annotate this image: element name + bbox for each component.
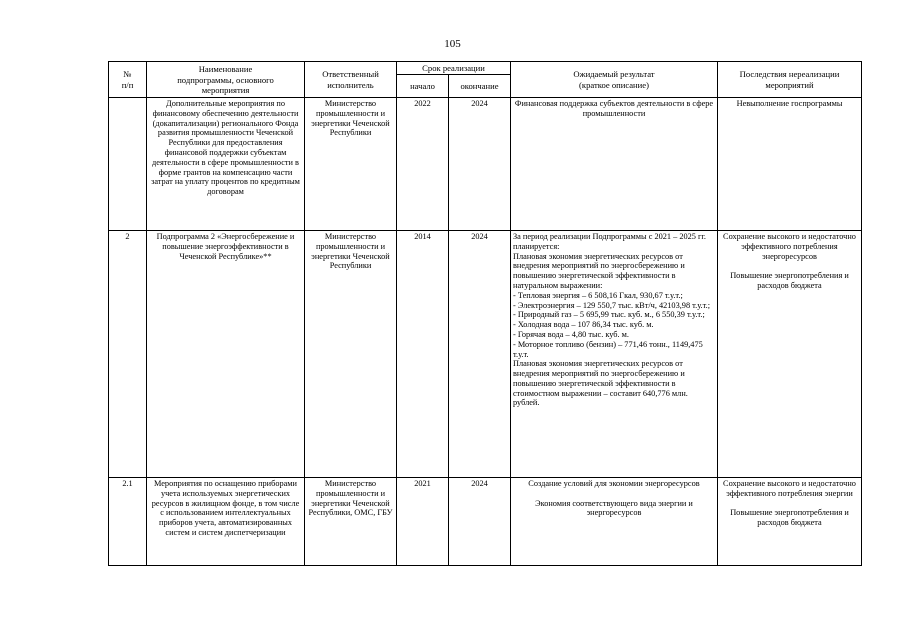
row-result: За период реализации Подпрограммы с 2021 – 2025 гг. планируется: Плановая экономия энергетических ресурсов от внедрения мероприятий по энергосбережению и повышению энергетической эффективности в натуральном выражении: - Тепловая энергия – 6 508,16 Гкал, 930,67 т.у.т.; - Электроэнергия – 129 550,7 тыс. кВт/ч, 42103,98 т.у.т.; - Природный газ – 5 695,99 тыс. куб. м., 6 550,39 т.у.т.; - Холодная вода – 107 86,34 тыс. куб. м. - Горячая вода – 4,80 тыс. куб. м. - Моторное топливо (бензин) – 771,46 тонн., 1149,475 т.у.т. Плановая экономия энергетических ресурсов от внедрения мероприятий по энергосбережению и повышению энергетической эффективности в стоимостном выражении – составит 640,776 млн. рублей. [511,231,718,478]
row-consequences: Сохранение высокого и недостаточно эффективного потребления энергии Повышение энергопотребления и расходов бюджета [718,478,862,566]
row-start: 2021 [397,478,449,566]
header-executor: Ответственный исполнитель [305,62,397,98]
row-name: Мероприятия по оснащению приборами учета используемых энергетических ресурсов в жилищном фонде, в том числе с использованием интеллектуальных приборов учета, автоматизированных систем и систем диспетчеризации [147,478,305,566]
row-executor: Министерство промышленности и энергетики Чеченской Республики, ОМС, ГБУ [305,478,397,566]
row-result: Финансовая поддержка субъектов деятельности в сфере промышленности [511,98,718,231]
header-start: начало [397,75,449,98]
measures-table [108,61,862,566]
row-name: Дополнительные мероприятия по финансовому обеспечению деятельности (докапитализации) регионального Фонда развития промышленности Чеченской Республики для предоставления финансовой поддержки субъектам деятельности в сфере промышленности в форме грантов на компенсацию части затрат на уплату процентов по кредитным договорам [147,98,305,231]
row-consequences: Сохранение высокого и недостаточно эффективного потребления энергоресурсов Повышение энергопотребления и расходов бюджета [718,231,862,478]
row-end: 2024 [449,231,511,478]
header-name: Наименование подпрограммы, основного мероприятия [147,62,305,98]
row-executor: Министерство промышленности и энергетики Чеченской Республики [305,98,397,231]
table-row [109,98,862,231]
row-end: 2024 [449,98,511,231]
page-number: 105 [444,38,461,50]
header-result: Ожидаемый результат (краткое описание) [511,62,718,98]
row-start: 2022 [397,98,449,231]
row-result: Создание условий для экономии энергоресурсов Экономия соответствующего вида энергии и энергоресурсов [511,478,718,566]
row-start: 2014 [397,231,449,478]
row-num [109,98,147,231]
header-num: № п/п [109,62,147,98]
header-period: Срок реализации [397,62,511,75]
header-row [109,62,862,75]
row-name: Подпрограмма 2 «Энергосбережение и повышение энергоэффективности в Чеченской Республике»** [147,231,305,478]
row-num: 2.1 [109,478,147,566]
row-num: 2 [109,231,147,478]
header-end: окончание [449,75,511,98]
row-executor: Министерство промышленности и энергетики Чеченской Республики [305,231,397,478]
table-row [109,231,862,478]
row-consequences: Невыполнение госпрограммы [718,98,862,231]
table-row [109,478,862,566]
header-consequences: Последствия нереализации мероприятий [718,62,862,98]
row-end: 2024 [449,478,511,566]
